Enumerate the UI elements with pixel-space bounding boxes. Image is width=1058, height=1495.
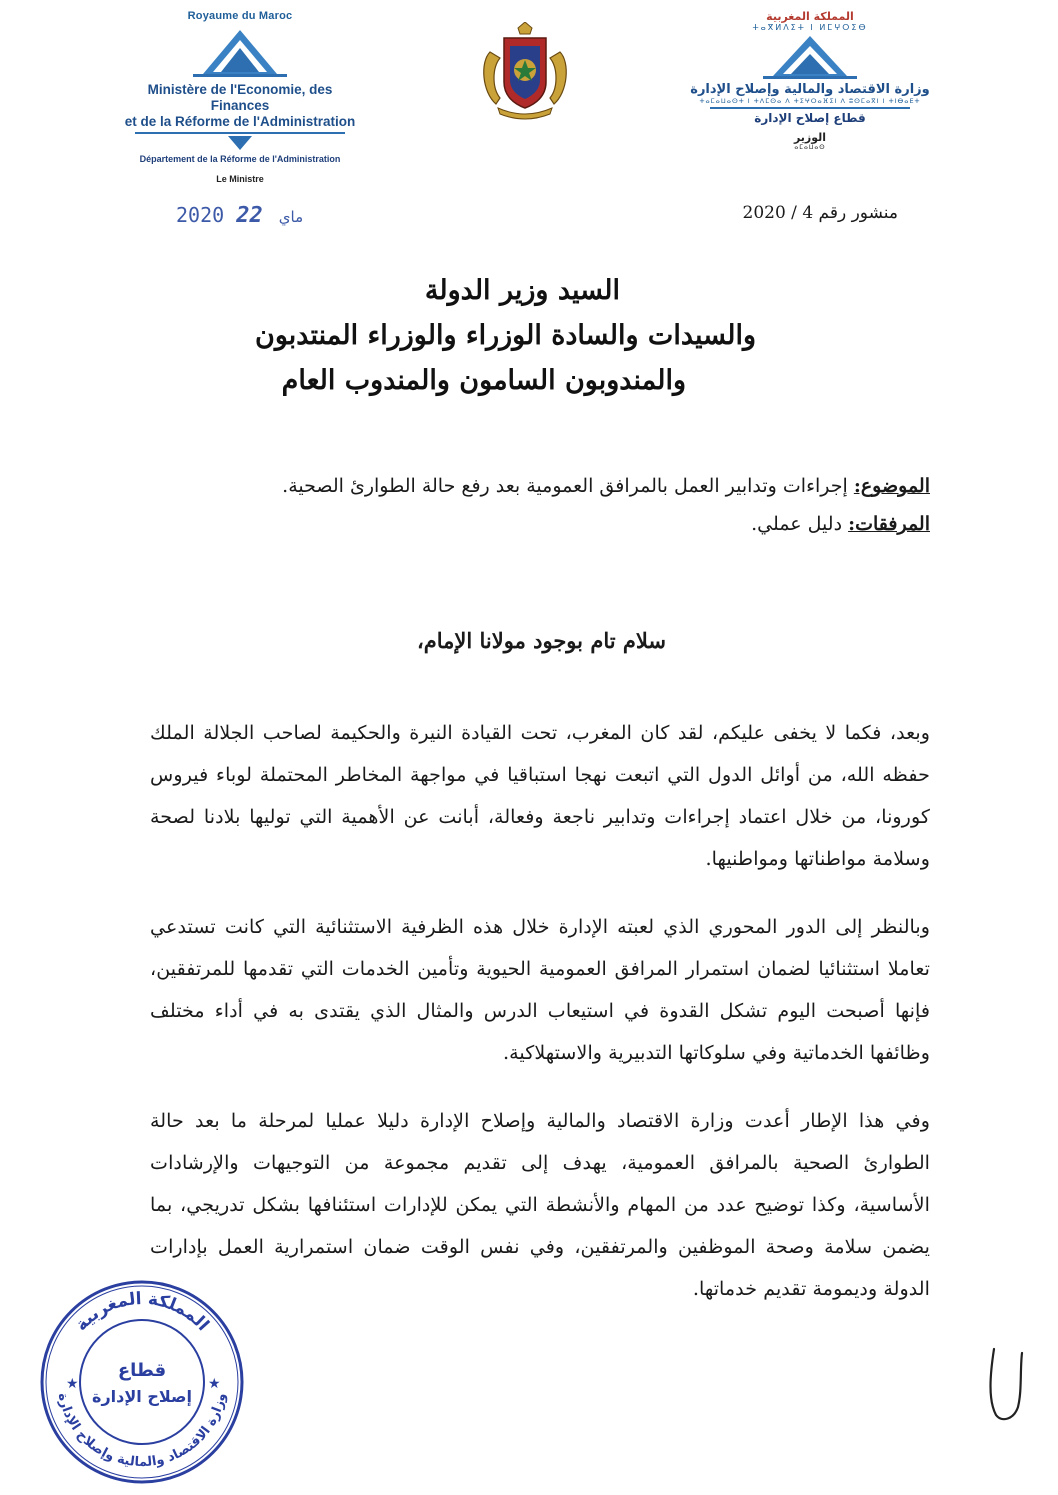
seal-star-icon: ★ [66, 1376, 79, 1392]
ministry-name-tifinagh: ⵜⴰⵎⴰⵡⴰⵙⵜ ⵏ ⵜⴷⵎⵙⴰ ⴷ ⵜⵉⵖⵔⴰⴼⵉⵏ ⴷ ⵓⵙⵎⴰⴳⵏ ⵏ ⵜⵏⴱⴰⴹⵜ [699, 97, 921, 105]
body-paragraph: وبعد، فكما لا يخفى عليكم، لقد كان المغرب، تحت القيادة النيرة والحكيمة لصاحب الجلالة الملك حفظه الله، من أوائل الدول التي اتبعت نهجا استباقيا في مواجهة المخاطر المحتملة لوباء فيروس كورونا، من خلال اعتماد إجراءات وتدابير ناجعة وفعالة، أبانت عن الأهمية التي توليها بلادنا لصحة وسلامة مواطناتها ومواطنيها. [150, 721, 930, 870]
header-left-rule [135, 132, 345, 134]
department-name-ar: قطاع إصلاح الإدارة [754, 111, 866, 125]
official-seal-icon [38, 1278, 246, 1486]
kingdom-name-fr: Royaume du Maroc [187, 10, 293, 22]
ministry-name-fr-line1: Ministère de l'Economie, des Finances [147, 82, 333, 113]
minister-title-fr: Le Ministre [216, 174, 264, 184]
date-stamp [176, 203, 307, 228]
addressee-line: والمندوبون السامون والمندوب العام [281, 365, 686, 396]
diamond-icon [228, 136, 252, 150]
subject-line [282, 475, 930, 497]
ministry-name-fr-line2: et de la Réforme de l'Administration [124, 114, 356, 129]
date-stamp-year: 2020 [176, 203, 225, 227]
date-stamp-month: ماي [278, 208, 304, 226]
department-name-fr: Département de la Réforme de l'Administration [139, 154, 341, 164]
date-stamp-day: 22 [236, 203, 263, 228]
signature-mark-icon [980, 1345, 1030, 1425]
minister-title-ar: الوزير [793, 131, 827, 144]
body-paragraph: وفي هذا الإطار أعدت وزارة الاقتصاد والمالية وإصلاح الإدارة دليلا عمليا لمرحلة ما بعد حالة الطوارئ الصحية بالمرافق العمومية، يهدف إلى تقديم مجموعة من التوجيهات والإرشادات الأساسية، وكذا توضيح عدد من المهام والأنشطة التي يمكن للإدارات استئنافها بشكل تدريجي، بما يضمن سلامة وصحة الموظفين والمرتفقين، وفي نفس الوقت ضمان استمرارية العمل بإدارات الدولة وديمومة تقديم خدماتها. [150, 1109, 930, 1300]
attachments-line [751, 513, 930, 535]
subject-text: إجراءات وتدابير العمل بالمرافق العمومية بعد رفع حالة الطوارئ الصحية. [282, 475, 854, 497]
minister-title-tifinagh: ⴰⵎⴰⵡⴰⵙ [794, 144, 826, 151]
ministry-logo-left-icon [185, 24, 295, 82]
seal-inner-line2: إصلاح الإدارة [92, 1387, 192, 1406]
header-left [120, 10, 360, 184]
seal-inner-line1: قطاع [117, 1360, 167, 1381]
body-paragraph: وبالنظر إلى الدور المحوري الذي لعبته الإدارة خلال هذه الظرفية الاستثنائية التي كانت تستدعي تعاملا استثنائيا لضمان استمرار المرافق العمومية الحيوية وتأمين الخدمات التي تقدمها للمرتفقين، فإنها أصبحت اليوم تشكل القدوة في استيعاب الدرس والمثال الذي يقتدى به في أداء مختلف وظائفها الخدماتية وفي سلوكاتها التدبيرية والاستهلاكية. [150, 915, 930, 1064]
circular-number: منشور رقم 4 / 2020 [742, 203, 898, 223]
greeting: سلام تام بوجود مولانا الإمام، [416, 628, 666, 653]
seal-star-icon: ★ [208, 1376, 221, 1392]
kingdom-name-ar: المملكة المغربية [766, 10, 854, 23]
addressee-line: والسيدات والسادة الوزراء والوزراء المنتدبون [255, 320, 756, 351]
addressee-line: السيد وزير الدولة [424, 275, 620, 306]
attachments-label: المرفقات: [848, 513, 930, 535]
header-right-rule [710, 107, 910, 109]
coat-of-arms-icon [470, 22, 580, 122]
seal-outer-bottom: وزارة الاقتصاد والمالية وإصلاح الإدارة [54, 1391, 230, 1471]
seal-outer-top: المملكة المغربية [71, 1288, 213, 1336]
header-right [690, 10, 930, 151]
subject-label: الموضوع: [853, 475, 930, 497]
kingdom-name-tifinagh: ⵜⴰⴳⵍⴷⵉⵜ ⵏ ⵍⵎⵖⵔⵉⴱ [752, 23, 868, 32]
attachments-text: دليل عملي. [751, 513, 849, 535]
ministry-logo-right-icon [755, 32, 865, 82]
ministry-name-ar: وزارة الاقتصاد والمالية وإصلاح الإدارة [690, 82, 930, 97]
